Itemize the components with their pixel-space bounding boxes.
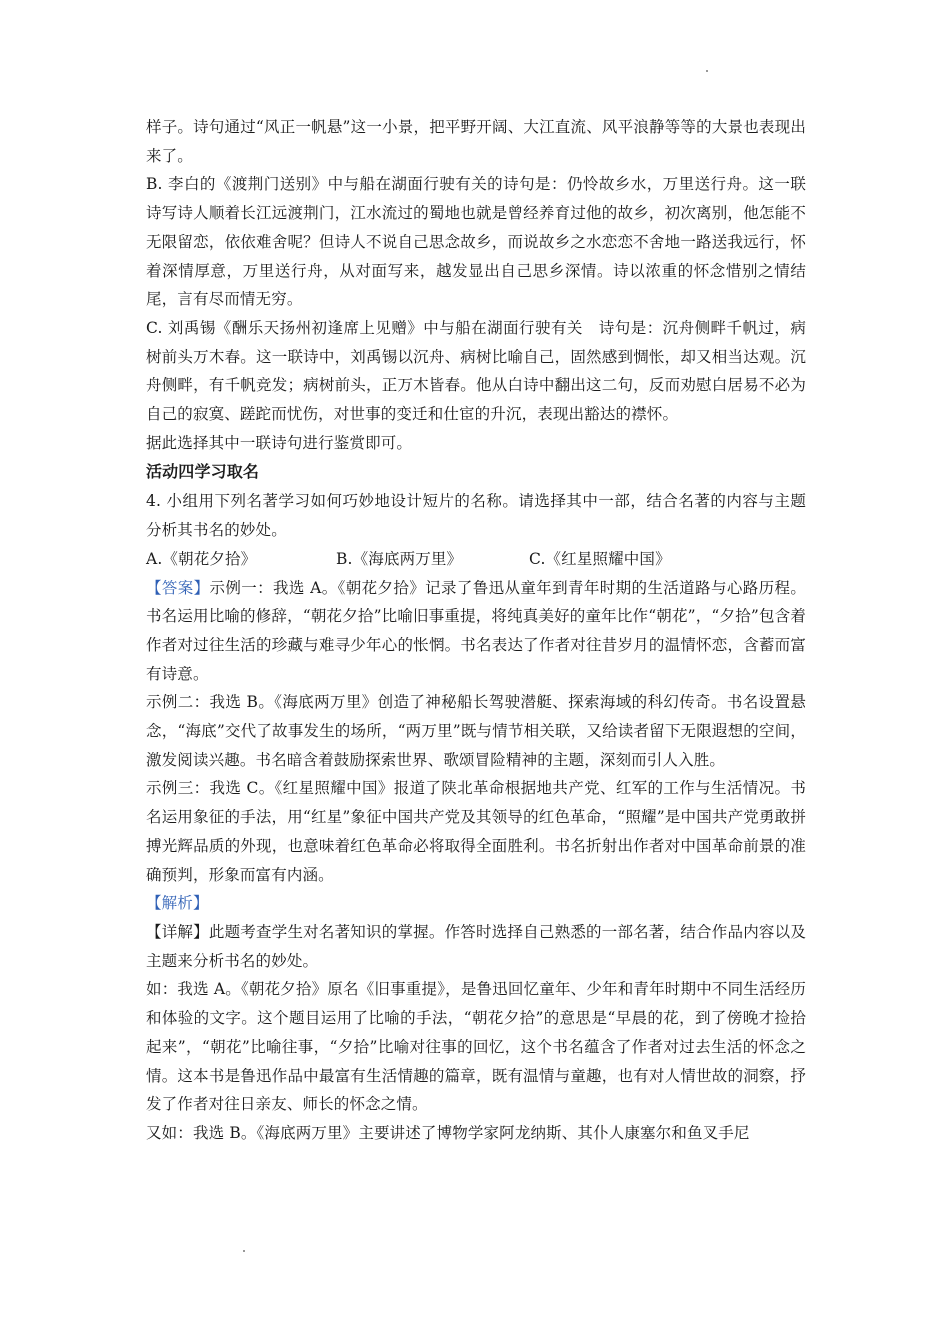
option-c: C.《红星照耀中国》 <box>529 549 671 568</box>
analysis-tag: 【解析】 <box>146 894 209 913</box>
answer-paragraph <box>146 574 806 689</box>
paragraph-conclusion: 据此选择其中一联诗句进行鉴赏即可。 <box>146 433 413 452</box>
document-body <box>146 113 806 1148</box>
detail-example-a: 如：我选 A。《朝花夕拾》原名《旧事重提》，是鲁迅回忆童年、少年和青年时期中不同生活经历和体验的文字。这个题目运用了比喻的手法，“朝花夕拾”的意思是“早晨的花，到了傍晚才捡拾起来”，“朝花”比喻往事，“夕拾”比喻对往事的回忆，这个书名蕴含了作者对过去生活的怀念之情。这本书是鲁迅作品中最富有生活情趣的篇章，既有温情与童趣，也有对人情世故的洞察，抒发了作者对往日亲友、师长的怀念之情。 <box>146 980 806 1114</box>
option-b: B.《海底两万里》 <box>336 549 463 568</box>
answer-tag: 【答案】 <box>146 578 210 597</box>
answer-text: 示例一：我选 A。《朝花夕拾》记录了鲁迅从童年到青年时期的生活道路与心路历程。书名运用比喻的修辞，“朝花夕拾”比喻旧事重提，将纯真美好的童年比作“朝花”，“夕拾”包含着作者对过往生活的珍藏与难寻少年心的怅惘。书名表达了作者对往昔岁月的温情怀恋，含蓄而富有诗意。 <box>146 578 806 683</box>
example-two: 示例二：我选 B。《海底两万里》创造了神秘船长驾驶潜艇、探索海域的科幻传奇。书名设置悬念，“海底”交代了故事发生的场所，“两万里”既与情节相关联，又给读者留下无限遐想的空间，激发阅读兴趣。书名暗含着鼓励探索世界、歌颂冒险精神的主题，深刻而引人入胜。 <box>146 693 806 769</box>
section-heading: 活动四学习取名 <box>146 462 260 482</box>
scan-speck <box>706 70 708 72</box>
option-a: A.《朝花夕拾》 <box>146 549 257 568</box>
detail-paragraph: 【详解】此题考查学生对名著知识的掌握。作答时选择自己熟悉的一部名著，结合作品内容以及主题来分析书名的妙处。 <box>146 922 806 970</box>
example-three: 示例三：我选 C。《红星照耀中国》报道了陕北革命根据地共产党、红军的工作与生活情况。书名运用象征的手法，用“红星”象征中国共产党及其领导的红色革命，“照耀”是中国共产党勇敢拼搏光辉品质的外现，也意味着红色革命必将取得全面胜利。书名折射出作者对中国革命前景的准确预判，形象而富有内涵。 <box>146 779 806 884</box>
paragraph-option-b-explanation: B. 李白的《渡荆门送别》中与船在湖面行驶有关的诗句是：仍怜故乡水，万里送行舟。这一联诗写诗人顺着长江远渡荆门，江水流过的蜀地也就是曾经养育过他的故乡，初次离别，他怎能不无限留恋，依依难舍呢？但诗人不说自己思念故乡，而说故乡之水恋恋不舍地一路送我远行，怀着深情厚意，万里送行舟，从对面写来，越发显出自己思乡深情。诗以浓重的怀念惜别之情结尾，言有尽而情无穷。 <box>146 175 806 309</box>
scan-speck <box>243 1250 245 1252</box>
paragraph: 样子。诗句通过“风正一帆悬”这一小景，把平野开阔、大江直流、风平浪静等等的大景也表现出来了。 <box>146 118 806 165</box>
question-text: 4. 小组用下列名著学习如何巧妙地设计短片的名称。请选择其中一部，结合名著的内容与主题分析其书名的妙处。 <box>146 492 806 540</box>
paragraph-option-c-explanation: C. 刘禹锡《酬乐天扬州初逢席上见赠》中与船在湖面行驶有关 诗句是：沉舟侧畔千帆过，病树前头万木春。这一联诗中，刘禹锡以沉舟、病树比喻自己，固然感到惆怅，却又相当达观。沉舟侧畔，有千帆竞发；病树前头，正万木皆春。他从白诗中翻出这二句，反而劝慰白居易不必为自己的寂寞、蹉跎而忧伤，对世事的变迁和仕宦的升沉，表现出豁达的襟怀。 <box>146 318 806 424</box>
detail-example-b: 又如：我选 B。《海底两万里》主要讲述了博物学家阿龙纳斯、其仆人康塞尔和鱼叉手尼 <box>146 1123 750 1142</box>
answer-options <box>146 545 806 574</box>
